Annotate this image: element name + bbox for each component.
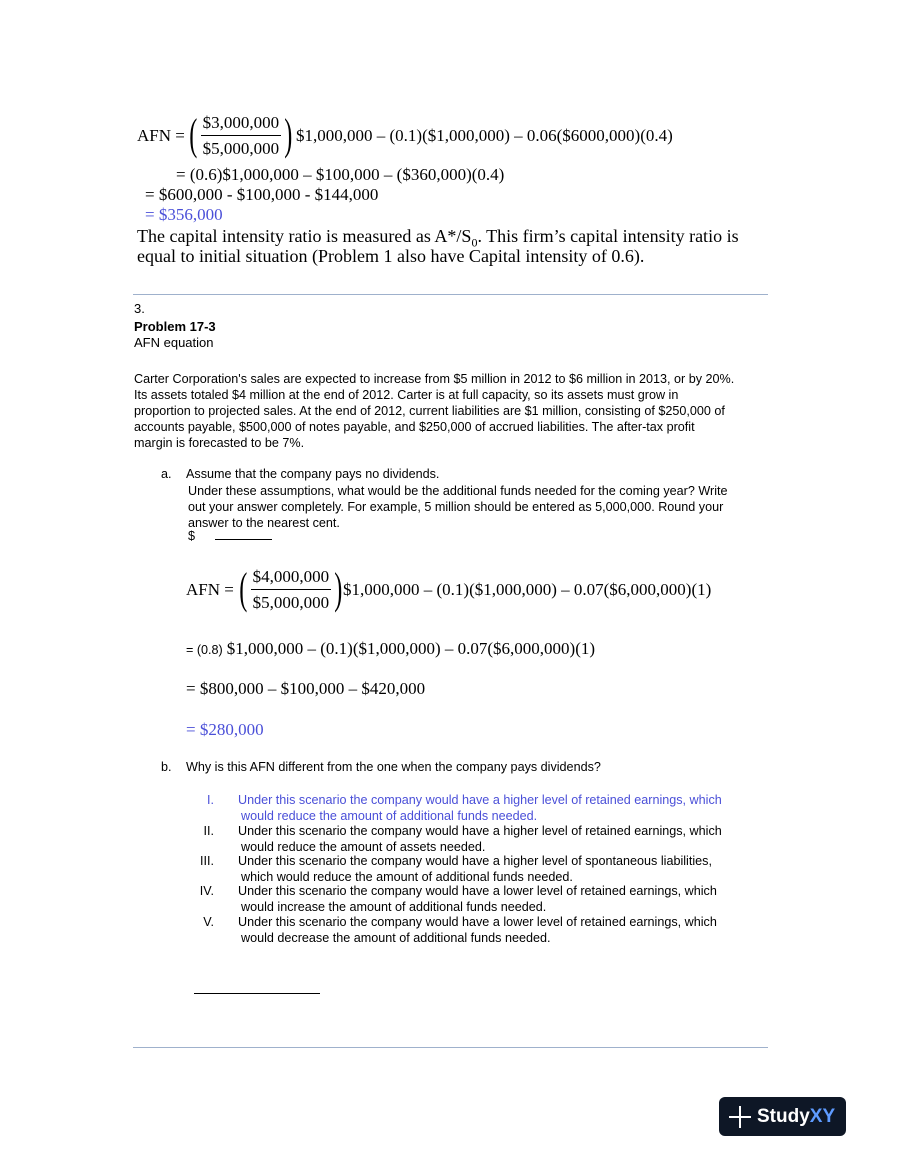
question-line: Under these assumptions, what would be the additional funds needed for the coming year? Write — [188, 484, 728, 498]
fraction-denominator: $5,000,000 — [252, 592, 330, 612]
fraction-denominator: $5,000,000 — [202, 138, 280, 158]
answer-field — [188, 529, 272, 543]
note-subscript: 0 — [471, 235, 478, 250]
question-line: out your answer completely. For example, 5 million should be entered as 5,000,000. Round your — [188, 500, 724, 514]
option-number: V. — [203, 915, 214, 929]
option-text: Under this scenario the company would have a lower level of retained earnings, which — [238, 915, 717, 929]
option-text: Under this scenario the company would have a higher level of spontaneous liabilities, — [238, 854, 712, 868]
answer-blank — [215, 529, 272, 540]
option-text: would increase the amount of additional funds needed. — [241, 899, 547, 914]
capital-intensity-note-2: equal to initial situation (Problem 1 also have Capital intensity of 0.6). — [137, 246, 645, 266]
option-number: IV. — [199, 884, 214, 898]
option-number: II. — [203, 824, 214, 838]
option-text: Under this scenario the company would have a higher level of retained earnings, which — [238, 793, 722, 807]
paragraph-line: Its assets totaled $4 million at the end of 2012. Carter is at full capacity, so its assets must grow in — [134, 388, 679, 402]
equation-rest-a: $1,000,000 – (0.1)($1,000,000) – 0.07($6,000,000)(1) — [343, 580, 712, 599]
option-text: would reduce the amount of additional funds needed. — [241, 808, 538, 823]
equation-answer-a: = $280,000 — [186, 720, 264, 739]
paragraph-line: accounts payable, $500,000 of notes payable, and $250,000 of accrued liabilities. The after-tax profit — [134, 420, 695, 434]
fraction-numerator: $3,000,000 — [201, 114, 282, 136]
equation-a-line-2 — [186, 639, 595, 659]
option-number: I. — [207, 793, 214, 807]
studyxy-logo — [719, 1097, 846, 1136]
paragraph-line: Carter Corporation's sales are expected to increase from $5 million in 2012 to $6 million in 2013, or by 20%. — [134, 372, 735, 386]
logo-text-study: Study — [757, 1105, 810, 1127]
problem-subtitle: AFN equation — [134, 335, 214, 350]
option-text: would decrease the amount of additional funds needed. — [241, 930, 551, 945]
divider-top — [133, 294, 768, 295]
question-line: answer to the nearest cent. — [188, 516, 340, 530]
option-text: Under this scenario the company would have a higher level of retained earnings, which — [238, 824, 722, 838]
note-text-end: . This firm’s capital intensity ratio is — [477, 226, 739, 246]
problem-paragraph — [134, 371, 734, 451]
afn-label-a: AFN = — [186, 580, 234, 599]
afn-label-top: AFN = — [137, 126, 185, 145]
dollar-sign: $ — [188, 529, 196, 543]
fraction-top: ( $\frac{\$3,000,000}{\$5,000,000}$ ) — [189, 110, 293, 159]
option-text: which would reduce the amount of additional funds needed. — [241, 869, 573, 884]
option-text: would reduce the amount of assets needed. — [241, 839, 486, 854]
part-a-question — [188, 483, 728, 531]
equation-answer-top: = $356,000 — [145, 205, 223, 224]
equation-line-3: = $600,000 - $100,000 - $144,000 — [145, 185, 379, 204]
problem-title: Problem 17-3 — [134, 319, 216, 334]
fraction-a: ( $\frac{\$4,000,000}{\$5,000,000}$ ) — [239, 564, 343, 613]
option-text: Under this scenario the company would have a lower level of retained earnings, which — [238, 884, 717, 898]
answer-blank-b — [194, 993, 320, 994]
note-text: The capital intensity ratio is measured as A*/S — [137, 226, 472, 246]
paragraph-line: proportion to projected sales. At the end of 2012, current liabilities are $1 million, consisting of $250,000 of — [134, 404, 725, 418]
equation-rest: $1,000,000 – (0.1)($1,000,000) – 0.07($6,000,000)(1) — [226, 639, 596, 658]
equation-line-2: = (0.6)$1,000,000 – $100,000 – ($360,000)(0.4) — [176, 165, 505, 184]
fraction-numerator: $4,000,000 — [251, 568, 332, 590]
option-number: III. — [200, 854, 214, 868]
equation-prefix: = (0.8) — [186, 643, 223, 657]
part-b-question: Why is this AFN different from the one when the company pays dividends? — [186, 760, 601, 774]
equation-a-line-3: = $800,000 – $100,000 – $420,000 — [186, 679, 426, 698]
part-b-marker: b. — [161, 760, 172, 774]
paragraph-line: margin is forecasted to be 7%. — [134, 436, 305, 450]
plus-icon — [729, 1106, 751, 1128]
divider-bottom — [133, 1047, 768, 1048]
equation-rest-top: $1,000,000 – (0.1)($1,000,000) – 0.06($6000,000)(0.4) — [296, 126, 673, 145]
part-a-marker: a. — [161, 467, 172, 481]
part-a-assumption: Assume that the company pays no dividends. — [186, 467, 440, 481]
question-number: 3. — [134, 301, 145, 316]
logo-text-xy: XY — [809, 1105, 836, 1127]
